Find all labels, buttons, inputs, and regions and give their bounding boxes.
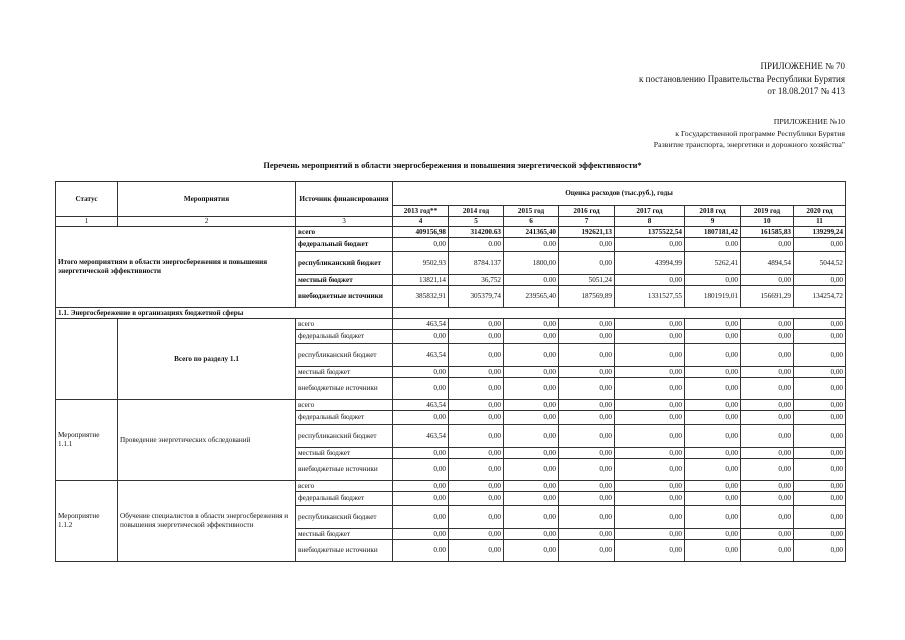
section-total-label: Всего по разделу 1.1 xyxy=(118,319,296,400)
value-cell: 0,00 xyxy=(559,330,615,344)
appendix-70-header xyxy=(639,60,845,98)
section-label: 1.1. Энергосбережение в организациях бюджетной сферы xyxy=(56,308,393,319)
value-cell: 0,00 xyxy=(449,400,504,411)
value-cell: 0.00 xyxy=(393,540,449,562)
column-number: 1 xyxy=(56,217,118,227)
funding-source: федеральный бюджет xyxy=(296,330,393,344)
value-cell: 5262,41 xyxy=(685,252,741,275)
value-cell: 0,00 xyxy=(685,330,741,344)
value-cell: 0,00 xyxy=(504,448,559,459)
value-cell: 0,00 xyxy=(393,411,449,425)
value-cell: 0,00 xyxy=(794,319,846,330)
value-cell: 0,00 xyxy=(615,529,685,540)
value-cell: 0,00 xyxy=(615,459,685,481)
value-cell: 0,00 xyxy=(615,506,685,529)
value-cell: 1375522,54 xyxy=(615,227,685,238)
value-cell: 0,00 xyxy=(504,319,559,330)
column-number: 9 xyxy=(685,217,741,227)
value-cell: 0,00 xyxy=(794,367,846,378)
value-cell: 0,00 xyxy=(559,492,615,506)
value-cell: 156691,29 xyxy=(741,286,794,308)
value-cell: 0,00 xyxy=(615,275,685,286)
value-cell: 0,00 xyxy=(741,459,794,481)
section-empty-cell xyxy=(393,308,846,319)
value-cell: 0.00 xyxy=(685,238,741,252)
value-cell: 0,00 xyxy=(615,344,685,367)
value-cell: 0,00 xyxy=(741,319,794,330)
appendix-10-program-name: Развитие транспорта, энергетики и дорожного хозяйства" xyxy=(653,140,845,149)
measure-label: Обучение специалистов в области энергосбережения и повышения энергетической эффективности xyxy=(118,481,296,562)
value-cell: 0,00 xyxy=(685,529,741,540)
value-cell: 0,00 xyxy=(559,411,615,425)
value-cell: 0,00 xyxy=(615,378,685,400)
funding-source: местный бюджет xyxy=(296,529,393,540)
value-cell: 0,00 xyxy=(449,540,504,562)
header-status: Статус xyxy=(56,182,118,217)
value-cell: 0,00 xyxy=(615,425,685,448)
year-header: 2013 год** xyxy=(393,206,449,217)
column-number: 6 xyxy=(504,217,559,227)
value-cell: 0,00 xyxy=(504,378,559,400)
value-cell: 0,00 xyxy=(504,459,559,481)
column-number: 7 xyxy=(559,217,615,227)
measure-status: Мероприятие 1.1.2 xyxy=(56,481,118,562)
column-number: 2 xyxy=(118,217,296,227)
value-cell: 0,00 xyxy=(794,540,846,562)
year-header: 2019 год xyxy=(741,206,794,217)
value-cell: 0,00 xyxy=(741,238,794,252)
column-number: 3 xyxy=(296,217,393,227)
value-cell: 0,00 xyxy=(393,448,449,459)
value-cell: 0,00 xyxy=(615,492,685,506)
appendix-10-title: ПРИЛОЖЕНИЕ №10 xyxy=(773,117,845,126)
value-cell: 0,00 xyxy=(504,425,559,448)
table-row xyxy=(56,400,846,411)
value-cell: 13821,14 xyxy=(393,275,449,286)
column-number-row xyxy=(56,217,846,227)
value-cell: 0,00 xyxy=(449,378,504,400)
value-cell: 0,00 xyxy=(615,319,685,330)
funding-source: всего xyxy=(296,481,393,492)
value-cell: 241365,40 xyxy=(504,227,559,238)
value-cell: 0,00 xyxy=(741,529,794,540)
funding-source: внебюджетные источники xyxy=(296,540,393,562)
value-cell: 0,00 xyxy=(794,529,846,540)
value-cell: 0,00 xyxy=(685,506,741,529)
value-cell: 0,00 xyxy=(615,367,685,378)
value-cell: 0,00 xyxy=(794,492,846,506)
value-cell: 192621,13 xyxy=(559,227,615,238)
value-cell: 0,00 xyxy=(685,481,741,492)
funding-source: местный бюджет xyxy=(296,275,393,286)
value-cell: 0,00 xyxy=(685,448,741,459)
value-cell: 0,00 xyxy=(685,459,741,481)
value-cell: 0,00 xyxy=(393,481,449,492)
value-cell: 0,00 xyxy=(794,275,846,286)
funding-source: местный бюджет xyxy=(296,448,393,459)
year-header: 2018 год xyxy=(685,206,741,217)
value-cell: 0.00 xyxy=(504,275,559,286)
value-cell: 0,00 xyxy=(504,344,559,367)
value-cell: 0,00 xyxy=(685,411,741,425)
column-number: 4 xyxy=(393,217,449,227)
value-cell: 0,00 xyxy=(741,400,794,411)
value-cell: 0,00 xyxy=(393,330,449,344)
value-cell: 139299,24 xyxy=(794,227,846,238)
value-cell: 0,00 xyxy=(559,400,615,411)
value-cell: 187569,89 xyxy=(559,286,615,308)
funding-source: федеральный бюджет xyxy=(296,411,393,425)
value-cell: 0,00 xyxy=(393,492,449,506)
value-cell: 0,00 xyxy=(685,492,741,506)
funding-source: республиканский бюджет xyxy=(296,252,393,275)
table-row xyxy=(56,319,846,330)
header-row xyxy=(56,182,846,206)
value-cell: 0,00 xyxy=(741,481,794,492)
value-cell: 43994,99 xyxy=(615,252,685,275)
year-header: 2020 год xyxy=(794,206,846,217)
value-cell: 0,00 xyxy=(559,506,615,529)
column-number: 11 xyxy=(794,217,846,227)
value-cell: 1807181,42 xyxy=(685,227,741,238)
funding-source: республиканский бюджет xyxy=(296,506,393,529)
value-cell: 0,00 xyxy=(794,425,846,448)
value-cell: 385832,91 xyxy=(393,286,449,308)
value-cell: 0.00 xyxy=(449,238,504,252)
value-cell: 0.00 xyxy=(504,238,559,252)
value-cell: 0,00 xyxy=(449,492,504,506)
value-cell: 0,00 xyxy=(794,330,846,344)
value-cell: 0,00 xyxy=(794,378,846,400)
value-cell: 463,54 xyxy=(393,319,449,330)
value-cell: 0,00 xyxy=(504,330,559,344)
year-header: 2017 год xyxy=(615,206,685,217)
value-cell: 0,00 xyxy=(741,275,794,286)
funding-source: республиканский бюджет xyxy=(296,344,393,367)
header-measures: Мероприятия xyxy=(118,182,296,217)
value-cell: 0,00 xyxy=(685,425,741,448)
value-cell: 0,00 xyxy=(449,330,504,344)
value-cell: 0,00 xyxy=(741,330,794,344)
value-cell: 0,00 xyxy=(615,400,685,411)
value-cell: 0,00 xyxy=(393,506,449,529)
value-cell: 0,00 xyxy=(559,252,615,275)
value-cell: 9502,93 xyxy=(393,252,449,275)
value-cell: 0,00 xyxy=(504,400,559,411)
value-cell: 0,00 xyxy=(449,319,504,330)
document-title: Перечень мероприятий в области энергосбережения и повышения энергетической эффективности* xyxy=(263,161,642,170)
value-cell: 0,00 xyxy=(449,506,504,529)
value-cell: 0,00 xyxy=(559,378,615,400)
value-cell: 0,00 xyxy=(794,344,846,367)
value-cell: 305379,74 xyxy=(449,286,504,308)
funding-source: внебюджетные источники xyxy=(296,286,393,308)
value-cell: 0,00 xyxy=(615,330,685,344)
value-cell: 36,752 xyxy=(449,275,504,286)
value-cell: 0,00 xyxy=(615,411,685,425)
column-number: 5 xyxy=(449,217,504,227)
value-cell: 1801919,01 xyxy=(685,286,741,308)
value-cell: 0,00 xyxy=(393,238,449,252)
column-number: 10 xyxy=(741,217,794,227)
value-cell: 239565,40 xyxy=(504,286,559,308)
value-cell: 0,00 xyxy=(685,400,741,411)
value-cell: 0,00 xyxy=(504,481,559,492)
value-cell: 0,00 xyxy=(393,367,449,378)
value-cell: 0,00 xyxy=(794,411,846,425)
year-header: 2014 год xyxy=(449,206,504,217)
funding-source: всего xyxy=(296,319,393,330)
value-cell: 4894,54 xyxy=(741,252,794,275)
table-body xyxy=(56,182,846,562)
value-cell: 0,00 xyxy=(615,238,685,252)
value-cell: 0,00 xyxy=(449,481,504,492)
value-cell: 0,00 xyxy=(449,367,504,378)
funding-source: внебюджетные источники xyxy=(296,459,393,481)
value-cell: 0,00 xyxy=(794,448,846,459)
funding-source: внебюджетные источники xyxy=(296,378,393,400)
value-cell: 0,00 xyxy=(741,411,794,425)
value-cell: 0,00 xyxy=(449,448,504,459)
value-cell: 134254,72 xyxy=(794,286,846,308)
value-cell: 0,00 xyxy=(504,540,559,562)
measure-label: Проведение энергетических обследований xyxy=(118,400,296,481)
value-cell: 0,00 xyxy=(794,481,846,492)
value-cell: 0,00 xyxy=(559,425,615,448)
section-row xyxy=(56,308,846,319)
value-cell: 0,00 xyxy=(449,529,504,540)
appendix-10-reference: к Государственной программе Республики Бурятия xyxy=(675,128,845,138)
status-cell xyxy=(56,319,118,400)
value-cell: 0,00 xyxy=(559,238,615,252)
appendix-70-date: от 18.08.2017 № 413 xyxy=(767,86,845,96)
value-cell: 0,00 xyxy=(449,425,504,448)
value-cell: 0,00 xyxy=(615,540,685,562)
value-cell: 0,00 xyxy=(559,459,615,481)
value-cell: 0,00 xyxy=(559,344,615,367)
funding-source: местный бюджет xyxy=(296,367,393,378)
value-cell: 463,54 xyxy=(393,425,449,448)
header-costs: Оценка расходов (тыс.руб.), годы xyxy=(393,182,846,206)
value-cell: 0,00 xyxy=(504,367,559,378)
value-cell: 0,00 xyxy=(504,506,559,529)
funding-source: всего xyxy=(296,400,393,411)
value-cell: 0,00 xyxy=(504,411,559,425)
value-cell: 0,00 xyxy=(794,238,846,252)
group-label: Итого мероприятиям в области энергосбережения и повышения энергетической эффективности xyxy=(56,227,296,308)
value-cell: 0,00 xyxy=(685,319,741,330)
measures-table xyxy=(55,181,846,562)
value-cell: 0,00 xyxy=(559,319,615,330)
value-cell: 463,54 xyxy=(393,400,449,411)
year-header: 2015 год xyxy=(504,206,559,217)
value-cell: 0,00 xyxy=(449,344,504,367)
value-cell: 0,00 xyxy=(393,529,449,540)
value-cell: 0,00 xyxy=(741,344,794,367)
value-cell: 0,00 xyxy=(685,540,741,562)
table-row xyxy=(56,227,846,238)
value-cell: 0,00 xyxy=(741,367,794,378)
funding-source: всего xyxy=(296,227,393,238)
appendix-10-header xyxy=(654,116,845,151)
table-row xyxy=(56,481,846,492)
value-cell: 0,00 xyxy=(741,425,794,448)
year-header: 2016 год xyxy=(559,206,615,217)
value-cell: 0,00 xyxy=(615,448,685,459)
appendix-70-reference: к постановлению Правительства Республики Бурятия xyxy=(639,73,845,84)
value-cell: 0,00 xyxy=(685,275,741,286)
value-cell: 0,00 xyxy=(741,540,794,562)
appendix-70-title: ПРИЛОЖЕНИЕ № 70 xyxy=(760,61,845,71)
value-cell: 0,00 xyxy=(504,492,559,506)
value-cell: 0,00 xyxy=(559,448,615,459)
value-cell: 0,00 xyxy=(449,411,504,425)
value-cell: 8784.137 xyxy=(449,252,504,275)
value-cell: 0,00 xyxy=(559,529,615,540)
value-cell: 0,00 xyxy=(741,448,794,459)
funding-source: республиканский бюджет xyxy=(296,425,393,448)
value-cell: 0,00 xyxy=(449,459,504,481)
funding-source: федеральный бюджет xyxy=(296,238,393,252)
value-cell: 0,00 xyxy=(615,481,685,492)
value-cell: 0,00 xyxy=(741,378,794,400)
value-cell: 0,00 xyxy=(559,481,615,492)
value-cell: 0,00 xyxy=(393,459,449,481)
value-cell: 0,00 xyxy=(393,378,449,400)
column-number: 8 xyxy=(615,217,685,227)
value-cell: 0,00 xyxy=(504,529,559,540)
value-cell: 314200.63 xyxy=(449,227,504,238)
funding-source: федеральный бюджет xyxy=(296,492,393,506)
header-source: Источник финансирования xyxy=(296,182,393,217)
value-cell: 0,00 xyxy=(559,367,615,378)
value-cell: 0,00 xyxy=(559,540,615,562)
value-cell: 0,00 xyxy=(741,492,794,506)
measure-status: Мероприятие 1.1.1 xyxy=(56,400,118,481)
value-cell: 5051,24 xyxy=(559,275,615,286)
value-cell: 0,00 xyxy=(685,344,741,367)
value-cell: 0,00 xyxy=(794,400,846,411)
value-cell: 0,00 xyxy=(741,506,794,529)
value-cell: 1800,00 xyxy=(504,252,559,275)
value-cell: 0,00 xyxy=(685,367,741,378)
value-cell: 463,54 xyxy=(393,344,449,367)
value-cell: 409156,98 xyxy=(393,227,449,238)
value-cell: 0,00 xyxy=(794,506,846,529)
value-cell: 161585,83 xyxy=(741,227,794,238)
value-cell: 0,00 xyxy=(794,459,846,481)
value-cell: 1331527,55 xyxy=(615,286,685,308)
value-cell: 0,00 xyxy=(685,378,741,400)
value-cell: 5044,52 xyxy=(794,252,846,275)
